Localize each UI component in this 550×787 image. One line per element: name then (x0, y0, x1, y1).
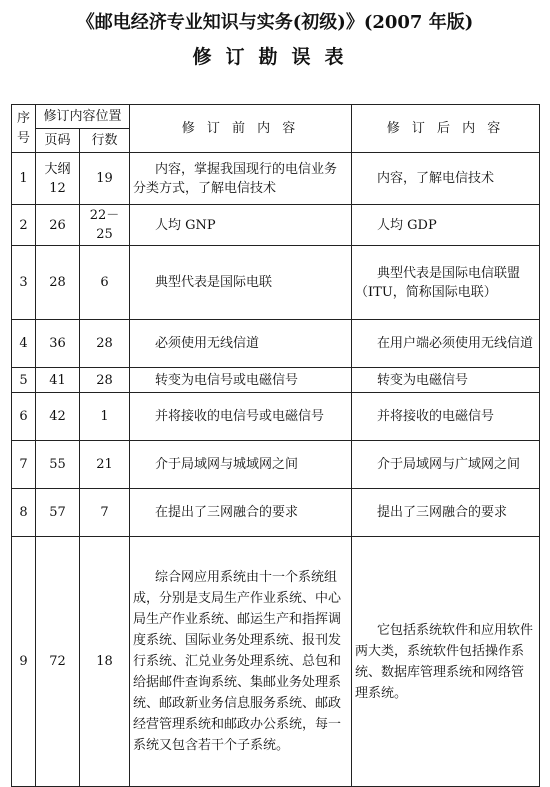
after-cell: 内容，了解电信技术 (352, 153, 540, 205)
line-cell: 6 (80, 246, 130, 320)
seq-cell: 8 (12, 489, 36, 537)
line-cell: 21 (80, 441, 130, 489)
before-cell: 人均 GNP (130, 205, 352, 246)
before-cell: 综合网应用系统由十一个系统组成，分别是支局生产作业系统、中心局生产作业系统、邮运生产和指挥调度系统、国际业务处理系统、报刊发行系统、汇兑业务处理系统、总包和给据邮件查询系统、集邮业务处理系统、邮政新业务信息服务系统、邮政经营管理系统和邮政办公系统，每一系统又包含若干个子系统。 (130, 537, 352, 787)
table-row (12, 441, 540, 489)
errata-table (11, 104, 540, 787)
seq-cell: 9 (12, 537, 36, 787)
before-cell: 转变为电信号或电磁信号 (130, 368, 352, 393)
page-cell: 36 (36, 320, 80, 368)
table-row (12, 246, 540, 320)
table-row (12, 205, 540, 246)
before-header: 修 订 前 内 容 (130, 105, 352, 153)
table-row (12, 489, 540, 537)
page-header: 页码 (36, 129, 80, 153)
line-cell: 22－25 (80, 205, 130, 246)
after-cell: 转变为电磁信号 (352, 368, 540, 393)
page-cell: 72 (36, 537, 80, 787)
seq-header (12, 105, 36, 153)
after-cell: 它包括系统软件和应用软件两大类，系统软件包括操作系统、数据库管理系统和网络管理系统。 (352, 537, 540, 787)
before-cell: 在提出了三网融合的要求 (130, 489, 352, 537)
line-cell: 28 (80, 320, 130, 368)
seq-header-line1: 序 (16, 110, 30, 126)
seq-cell: 1 (12, 153, 36, 205)
page-cell: 42 (36, 393, 80, 441)
before-cell: 典型代表是国际电联 (130, 246, 352, 320)
table-header-row (12, 105, 540, 129)
after-cell: 在用户端必须使用无线信道 (352, 320, 540, 368)
page-cell-line1: 大纲 (44, 161, 71, 177)
page-cell: 41 (36, 368, 80, 393)
after-cell: 介于局域网与广域网之间 (352, 441, 540, 489)
line-header: 行数 (80, 129, 130, 153)
before-cell: 并将接收的电信号或电磁信号 (130, 393, 352, 441)
after-cell: 并将接收的电磁信号 (352, 393, 540, 441)
table-row (12, 320, 540, 368)
after-cell: 人均 GDP (352, 205, 540, 246)
line-cell: 7 (80, 489, 130, 537)
page-cell (36, 153, 80, 205)
document-title: 《邮电经济专业知识与实务(初级)》(2007 年版) (76, 12, 474, 33)
page-cell: 57 (36, 489, 80, 537)
seq-cell: 6 (12, 393, 36, 441)
before-cell: 内容，掌握我国现行的电信业务分类方式，了解电信技术 (130, 153, 352, 205)
position-header: 修订内容位置 (36, 105, 130, 129)
document-subtitle: 修订勘误表 (192, 46, 358, 68)
line-cell: 28 (80, 368, 130, 393)
page-cell: 55 (36, 441, 80, 489)
after-header: 修 订 后 内 容 (352, 105, 540, 153)
line-cell: 19 (80, 153, 130, 205)
page-cell: 26 (36, 205, 80, 246)
seq-header-line2: 号 (16, 130, 30, 146)
line-cell: 18 (80, 537, 130, 787)
table-row (12, 368, 540, 393)
seq-cell: 5 (12, 368, 36, 393)
seq-cell: 7 (12, 441, 36, 489)
before-cell: 必须使用无线信道 (130, 320, 352, 368)
seq-cell: 3 (12, 246, 36, 320)
page-cell-line2: 12 (49, 180, 66, 196)
page-cell: 28 (36, 246, 80, 320)
table-row (12, 393, 540, 441)
after-cell: 典型代表是国际电信联盟（ITU，简称国际电联） (352, 246, 540, 320)
table-row (12, 537, 540, 787)
line-cell: 1 (80, 393, 130, 441)
table-row (12, 153, 540, 205)
before-cell: 介于局域网与城域网之间 (130, 441, 352, 489)
seq-cell: 4 (12, 320, 36, 368)
after-cell: 提出了三网融合的要求 (352, 489, 540, 537)
seq-cell: 2 (12, 205, 36, 246)
